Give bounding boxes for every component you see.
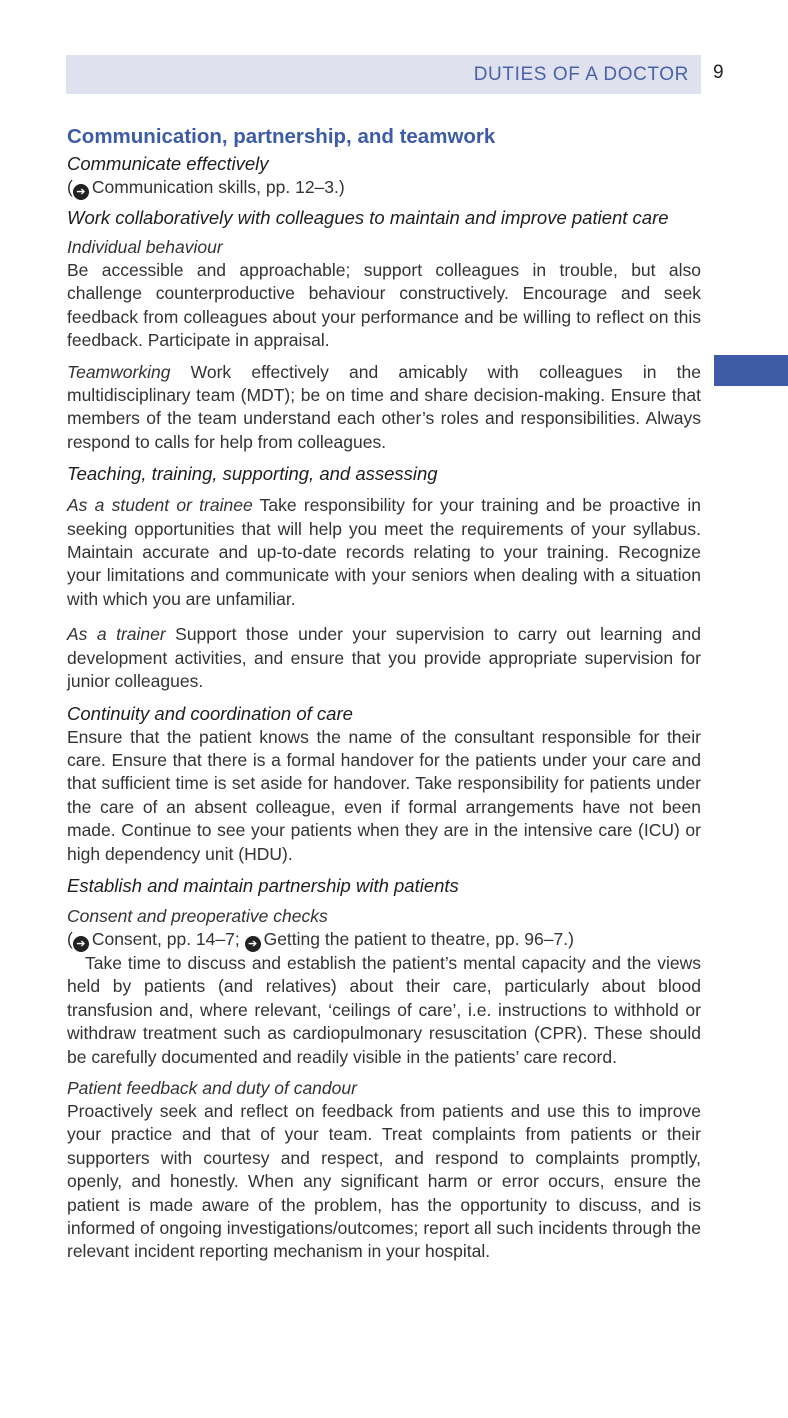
- arrow-right-circle-icon: ➔: [245, 936, 261, 952]
- running-head-band: [66, 55, 701, 94]
- paragraph-consent: Take time to discuss and establish the patient’s mental capacity and the views held by patients (and relatives) about their care, particularly about blood transfusion and, where relevant, ‘ceilings of care’, i.e. instructions to withhold or withdraw treatment such as cardiopulmonary resuscitation (CPR). These should be carefully documented and readily visible in the patients’ care record.: [67, 952, 701, 1067]
- minor-heading-consent: Consent and preoperative checks: [67, 905, 328, 926]
- subheading-communicate: Communicate effectively: [67, 153, 269, 174]
- lead-teamworking: Teamworking: [67, 361, 171, 382]
- running-head: DUTIES OF A DOCTOR: [473, 63, 689, 85]
- paragraph-trainer: As a trainer Support those under your supervision to carry out learning and development activities, and ensure that you provide appropriate supervision for junior colleagues.: [67, 624, 701, 692]
- arrow-right-circle-icon: ➔: [73, 936, 89, 952]
- paragraph-feedback: Proactively seek and reflect on feedback from patients and use this to improve your practice and that of your team. Treat complaints from patients or their supporters with courtesy and respect, and respond to complaints promptly, openly, and honestly. When any significant harm or error occurs, ensure the patient is made aware of the problem, has the opportunity to discuss, and is informed of ongoing investigations/outcomes; report all such incidents through the relevant incident reporting mechanism in your hospital.: [67, 1100, 701, 1262]
- arrow-right-circle-icon: ➔: [73, 184, 89, 200]
- page-content: [67, 122, 701, 1264]
- lead-trainer: As a trainer: [67, 624, 166, 645]
- subheading-continuity: Continuity and coordination of care: [67, 702, 353, 724]
- page-number: 9: [713, 62, 724, 83]
- cross-reference-communication: ( ➔ Communication skills, pp. 12–3.): [67, 177, 345, 198]
- section-title: Communication, partnership, and teamwork: [67, 125, 496, 148]
- paragraph-continuity: Ensure that the patient knows the name of the consultant responsible for their care. Ensure that there is a formal handover for the patients under your care and that sufficient time is set aside for handover. Take responsibility for patients under the care of an absent colleague, even if formal arrangements have not been made. Continue to see your patients when they are in the intensive care (ICU) or high dependency unit (HDU).: [67, 726, 701, 864]
- minor-heading-individual: Individual behaviour: [67, 237, 223, 257]
- paragraph-individual: Be accessible and approachable; support colleagues in trouble, but also challenge counterproductive behaviour constructively. Encourage and seek feedback from colleagues about your performance and be willing to reflect on this feedback. Participate in appraisal.: [67, 260, 701, 351]
- subheading-teaching: Teaching, training, supporting, and assessing: [67, 463, 438, 485]
- chapter-thumb-tab: [714, 355, 788, 386]
- subheading-collaborate: Work collaboratively with colleagues to maintain and improve patient care: [67, 207, 669, 228]
- paragraph-teamworking: Teamworking Work effectively and amicably with colleagues in the multidisciplinary team (MDT); be on time and share decision-making. Ensure that members of the team understand each other’s roles and responsibilities. Always respond to calls for help from colleagues.: [67, 361, 701, 452]
- subheading-partnership: Establish and maintain partnership with patients: [67, 874, 459, 896]
- cross-reference-consent: ( ➔ Consent, pp. 14–7; ➔ Getting the patient to theatre, pp. 96–7.): [67, 928, 574, 950]
- lead-student: As a student or trainee: [67, 495, 253, 516]
- minor-heading-feedback: Patient feedback and duty of candour: [67, 1077, 357, 1098]
- paragraph-student: As a student or trainee Take responsibility for your training and be proactive in seeking opportunities that will help you meet the requirements of your syllabus. Maintain accurate and up-to-date records relating to your training. Recognize your limitations and communicate with your seniors when dealing with a situation with which you are unfamiliar.: [67, 495, 702, 609]
